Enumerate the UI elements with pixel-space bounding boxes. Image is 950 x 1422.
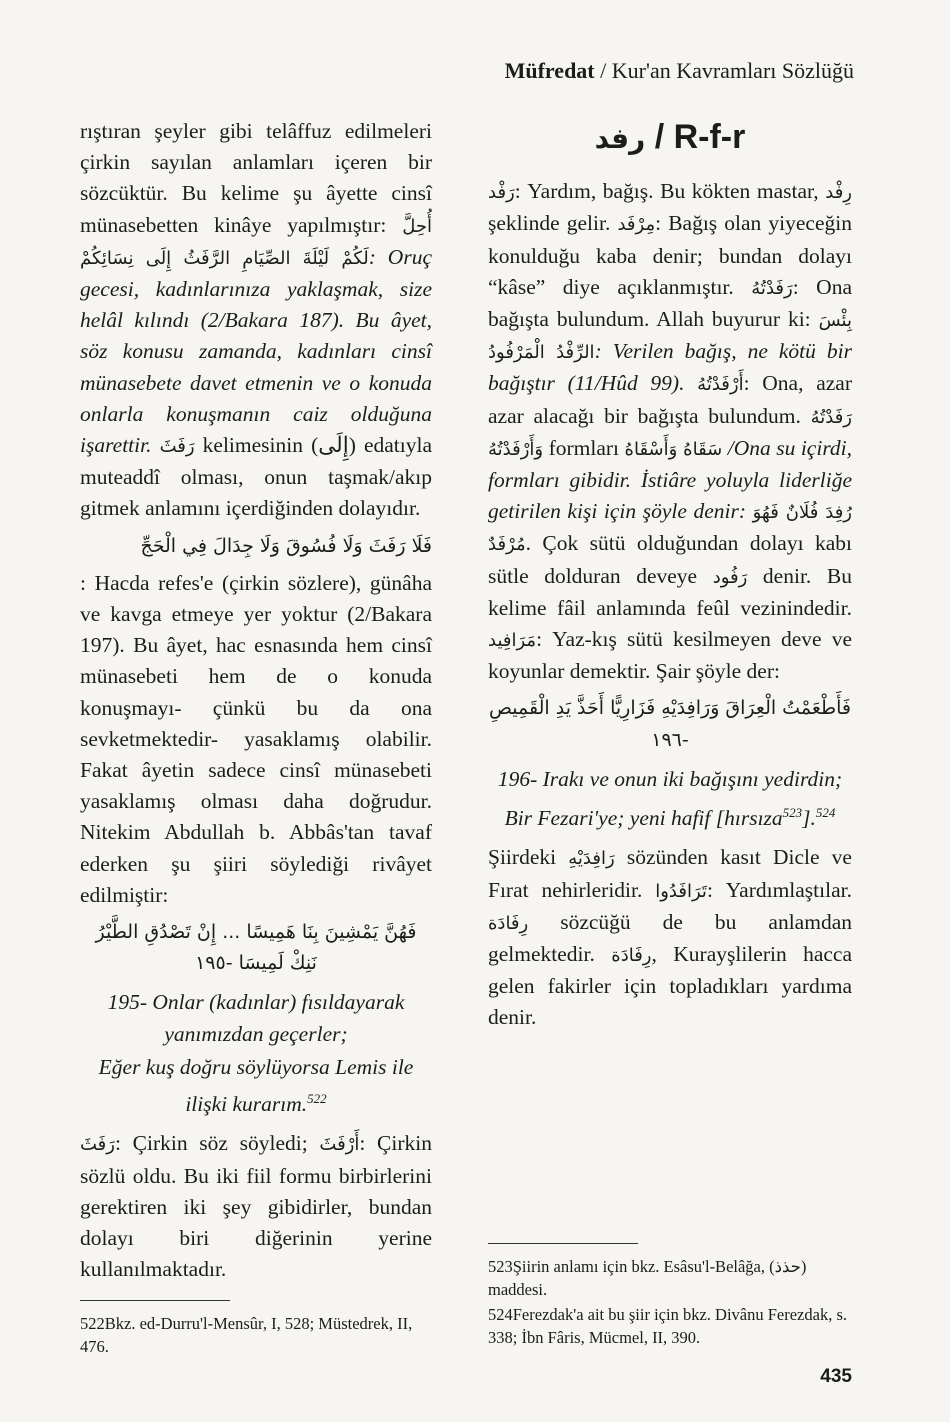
poem-translation [488, 764, 852, 835]
text: kelimesinin (إِلَى) edatıyla muteaddî olması, onun taşmak/akıp gitmek anlamını içerdiğinden dolayıdır. [80, 433, 432, 521]
arabic-word: تَرَافَدُوا [655, 880, 707, 902]
text: , Kurayşlilerin hacca gelen fakirler için topladıkları yardıma denir. [488, 942, 852, 1030]
text: : Ona, azar azar alacağı bir bağışta bulundum. [488, 371, 852, 428]
text: : Yardımlaştılar. [706, 877, 852, 902]
entry-title-arabic: رفد [594, 122, 646, 155]
footnote-523: 523Şiirin anlamı için bkz. Esâsu'l-Belâğa, (حذذ) maddesi. [488, 1257, 807, 1299]
text: rıştıran şeyler gibi telâffuz edilmeleri çirkin sayılan anlamları içeren bir sözcüktür. Bu kelime şu âyette cinsî münasebetten kinâye yapılmıştır: [80, 119, 432, 237]
text: : Bağış olan yiyeceğin konulduğu kaba denir; bundan dolayı “kâse” diye açıklanmıştır. [488, 211, 852, 299]
entry-title [488, 118, 852, 156]
arabic-word: رِفْد [825, 182, 852, 204]
arabic-word: أَرْفَثَ [319, 1134, 360, 1156]
entry-title-latin: / R-f-r [645, 118, 746, 156]
arabic-word: سَقَاهُ وَأَسْقَاهُ [624, 438, 723, 460]
arabic-poem: فَأَطْعَمْتُ الْعِرَاقَ وَرَافِدَيْهِ فَزَارِيًّا أَحَذَّ يَدِ الْقَمِيصِ -١٩٦ [489, 697, 851, 751]
arabic-word: رَفَدْتُهُ [751, 277, 793, 299]
text: . Çok sütü olduğundan dolayı kabı sütle dolduran deveye [488, 531, 852, 588]
right-column [488, 116, 852, 1034]
arabic-word: أَرْفَدْتُهُ [697, 374, 744, 396]
text: : Verilen bağış, ne kötü bir bağıştır (11/Hûd 99). [488, 339, 852, 396]
text: sözünden kasıt Dicle ve Fırat nehirleridir. [488, 845, 852, 902]
text: Bir Fezari'ye; yeni hafif [hırsıza [504, 806, 783, 831]
footnote-ref: 523 [782, 805, 803, 821]
footnotes-left [80, 1312, 432, 1360]
footnote-ref: 524 [815, 805, 836, 821]
text: : Yaz-kış sütü kesilmeyen deve ve koyunlar demektir. Şair şöyle der: [488, 627, 852, 684]
arabic-word: رِفَادَة [488, 912, 529, 934]
arabic-verse-line: فَلَا رَفَثَ وَلَا فُسُوقَ وَلَا جِدَالَ فِي الْحَجِّ [140, 534, 432, 557]
left-paragraph-3 [80, 1128, 432, 1285]
left-paragraph-1 [80, 116, 432, 525]
arabic-word: رَافِدَيْهِ [568, 848, 615, 870]
footnote-524: 524Ferezdak'a ait bu şiir için bkz. Divânu Ferezdak, s. 338; İbn Fâris, Mücmel, II, 390. [488, 1305, 847, 1347]
left-paragraph-2: : Hacda refes'e (çirkin sözlere), günâha ve kavga etmeye yer yoktur (2/Bakara 197). Bu âyet, hac esnasında hem cinsî münasebeti hem de o konuda konuşmayı- çünkü bu da ona sevketmektedir- yasaklamış olabilir. Fakat âyetin sadece cinsî münasebeti yasaklamış olması daha doğrudur. Nitekim Abdullah b. Abbâs'tan tavaf ederken şu şiiri söylediği rivâyet edilmiştir: [80, 570, 432, 907]
arabic-word: رَفُود [712, 566, 748, 588]
arabic-word: رَفْد [488, 182, 515, 204]
arabic-poem: فَهُنَّ يَمْشِينَ بِنَا هَمِيسًا ... إِنْ تَصْدُقِ الطَّيْرُ نَنِكْ لَمِيسَا -١٩٥ [95, 921, 417, 975]
right-paragraph-2 [488, 842, 852, 1033]
text: : Çirkin söz söyledi; [114, 1131, 320, 1156]
text: : Çirkin sözlü oldu. Bu iki fiil formu birbirlerini gerektiren iki şey gibidirler, bundan dolayı biri diğerinin yerine kullanılmaktadır. [80, 1131, 432, 1282]
arabic-word: رَفَثَ [80, 1134, 115, 1156]
footnote-rule [80, 1300, 230, 1301]
poem-line-1: 196- Irakı ve onun iki bağışını yedirdin; [497, 766, 843, 791]
poem-translation [80, 987, 432, 1120]
footnote-rule [488, 1243, 638, 1244]
footnote-ref: 522 [307, 1091, 327, 1107]
running-header [505, 58, 854, 84]
text: sözcüğü de bu anlamdan gelmektedir. [488, 909, 852, 967]
page-number: 435 [820, 1366, 852, 1387]
arabic-word: رَفَثَ [159, 436, 195, 458]
poem-line-2 [80, 1052, 432, 1121]
poem-line-2 [488, 797, 852, 834]
footnote-522: 522Bkz. ed-Durru'l-Mensûr, I, 528; Müstedrek, II, 476. [80, 1314, 413, 1356]
text: : Oruç gecesi, kadınlarınıza yaklaşmak, size helâl kılındı (2/Bakara 187). Bu âyet, söz konusu zamanda, kadınları cinsî münasebete davet etmenin ve o konuda onlarla konuşmanın caiz olduğuna işarettir. [80, 244, 432, 458]
header-title-bold: Müfredat [504, 58, 595, 83]
text: ]. [802, 806, 816, 831]
arabic-verse: أُحِلَّ لَكُمْ لَيْلَةَ الصِّيَامِ الرَّفَثُ إِلَى نِسَائِكُمْ [80, 215, 432, 269]
text: : Yardım, bağış. Bu kökten mastar, [514, 179, 826, 204]
arabic-word: مِرْفَد [617, 214, 656, 236]
arabic-word: رِفَادَة [611, 945, 652, 967]
footnotes-right [488, 1255, 852, 1351]
text: denir. Bu kelime fâil anlamında feûl vezinindedir. [488, 563, 852, 620]
text: formları [543, 435, 625, 460]
text: /Ona su içirdi, formları gibidir. İstiâre yoluyla liderliğe getirilen kişi için şöyle denir: [488, 435, 852, 524]
text: şeklinde gelir. [488, 211, 618, 236]
right-paragraph-1 [488, 176, 852, 687]
text: : Ona bağışta bulundum. Allah buyurur ki: [488, 274, 852, 332]
poem-line-1: 195- Onlar (kadınlar) fısıldayarak yanımızdan geçerler; [107, 990, 405, 1046]
header-separator: / [594, 58, 612, 83]
arabic-verse: بِئْسَ الرِّفْدُ الْمَرْفُودُ [488, 310, 852, 364]
header-title-rest: Kur'an Kavramları Sözlüğü [611, 58, 854, 83]
arabic-word: مَرَافِيد [488, 630, 537, 652]
text: Şiirdeki [488, 845, 569, 870]
arabic-word: رَفَدْتُهُ وَأَرْفَدْتُهُ [488, 406, 852, 460]
text: Eğer kuş doğru söylüyorsa Lemis ile ilişki kurarım. [98, 1054, 414, 1117]
arabic-phrase: رُفِدَ فُلَانٌ فَهُوَ مُرْفَدٌ [488, 502, 852, 556]
left-column [80, 116, 432, 1285]
